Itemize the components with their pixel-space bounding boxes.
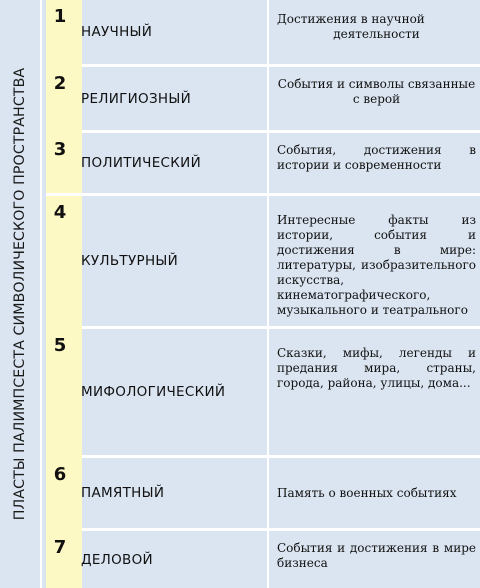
- table-row: [46, 133, 480, 193]
- layer-description: События и достижения в мире бизнеса: [267, 531, 476, 588]
- table-row: [46, 329, 480, 455]
- layer-description: События, достижения в истории и современности: [267, 133, 476, 193]
- layer-name: КУЛЬТУРНЫЙ: [81, 253, 178, 269]
- table-row: [46, 67, 480, 130]
- layer-name: ПАМЯТНЫЙ: [81, 485, 165, 501]
- layer-description: Достижения в научной деятельности: [267, 0, 476, 64]
- layer-description: Интересные факты из истории, события и достижения в мире: литературы, изобразительного искусства, кинематографического, музыкального и театрального: [267, 196, 476, 326]
- row-number: 4: [53, 202, 67, 223]
- layer-description: События и символы связанные с верой: [267, 67, 476, 130]
- table-row: [46, 0, 480, 64]
- sidebar-title: ПЛАСТЫ ПАЛИМПСЕСТА СИМВОЛИЧЕСКОГО ПРОСТРАНСТВА: [12, 67, 28, 521]
- layer-description: Сказки, мифы, легенды и предания мира, страны, города, района, улицы, дома...: [267, 329, 476, 455]
- layer-name: МИФОЛОГИЧЕСКИЙ: [81, 384, 226, 400]
- layer-name: ДЕЛОВОЙ: [81, 551, 153, 568]
- table-row: [46, 196, 480, 326]
- layer-description: Память о военных событиях: [267, 458, 476, 528]
- layer-name: РЕЛИГИОЗНЫЙ: [81, 90, 191, 107]
- row-number: 3: [53, 139, 67, 160]
- table-row: [46, 531, 480, 588]
- row-number: 2: [53, 73, 67, 94]
- layer-name: НАУЧНЫЙ: [81, 24, 153, 40]
- row-number: 1: [53, 6, 67, 27]
- row-number: 7: [53, 537, 67, 558]
- table-row: [46, 458, 480, 528]
- sidebar: [0, 0, 42, 588]
- row-number: 6: [53, 464, 67, 485]
- row-number: 5: [53, 335, 67, 356]
- layer-name: ПОЛИТИЧЕСКИЙ: [81, 155, 201, 171]
